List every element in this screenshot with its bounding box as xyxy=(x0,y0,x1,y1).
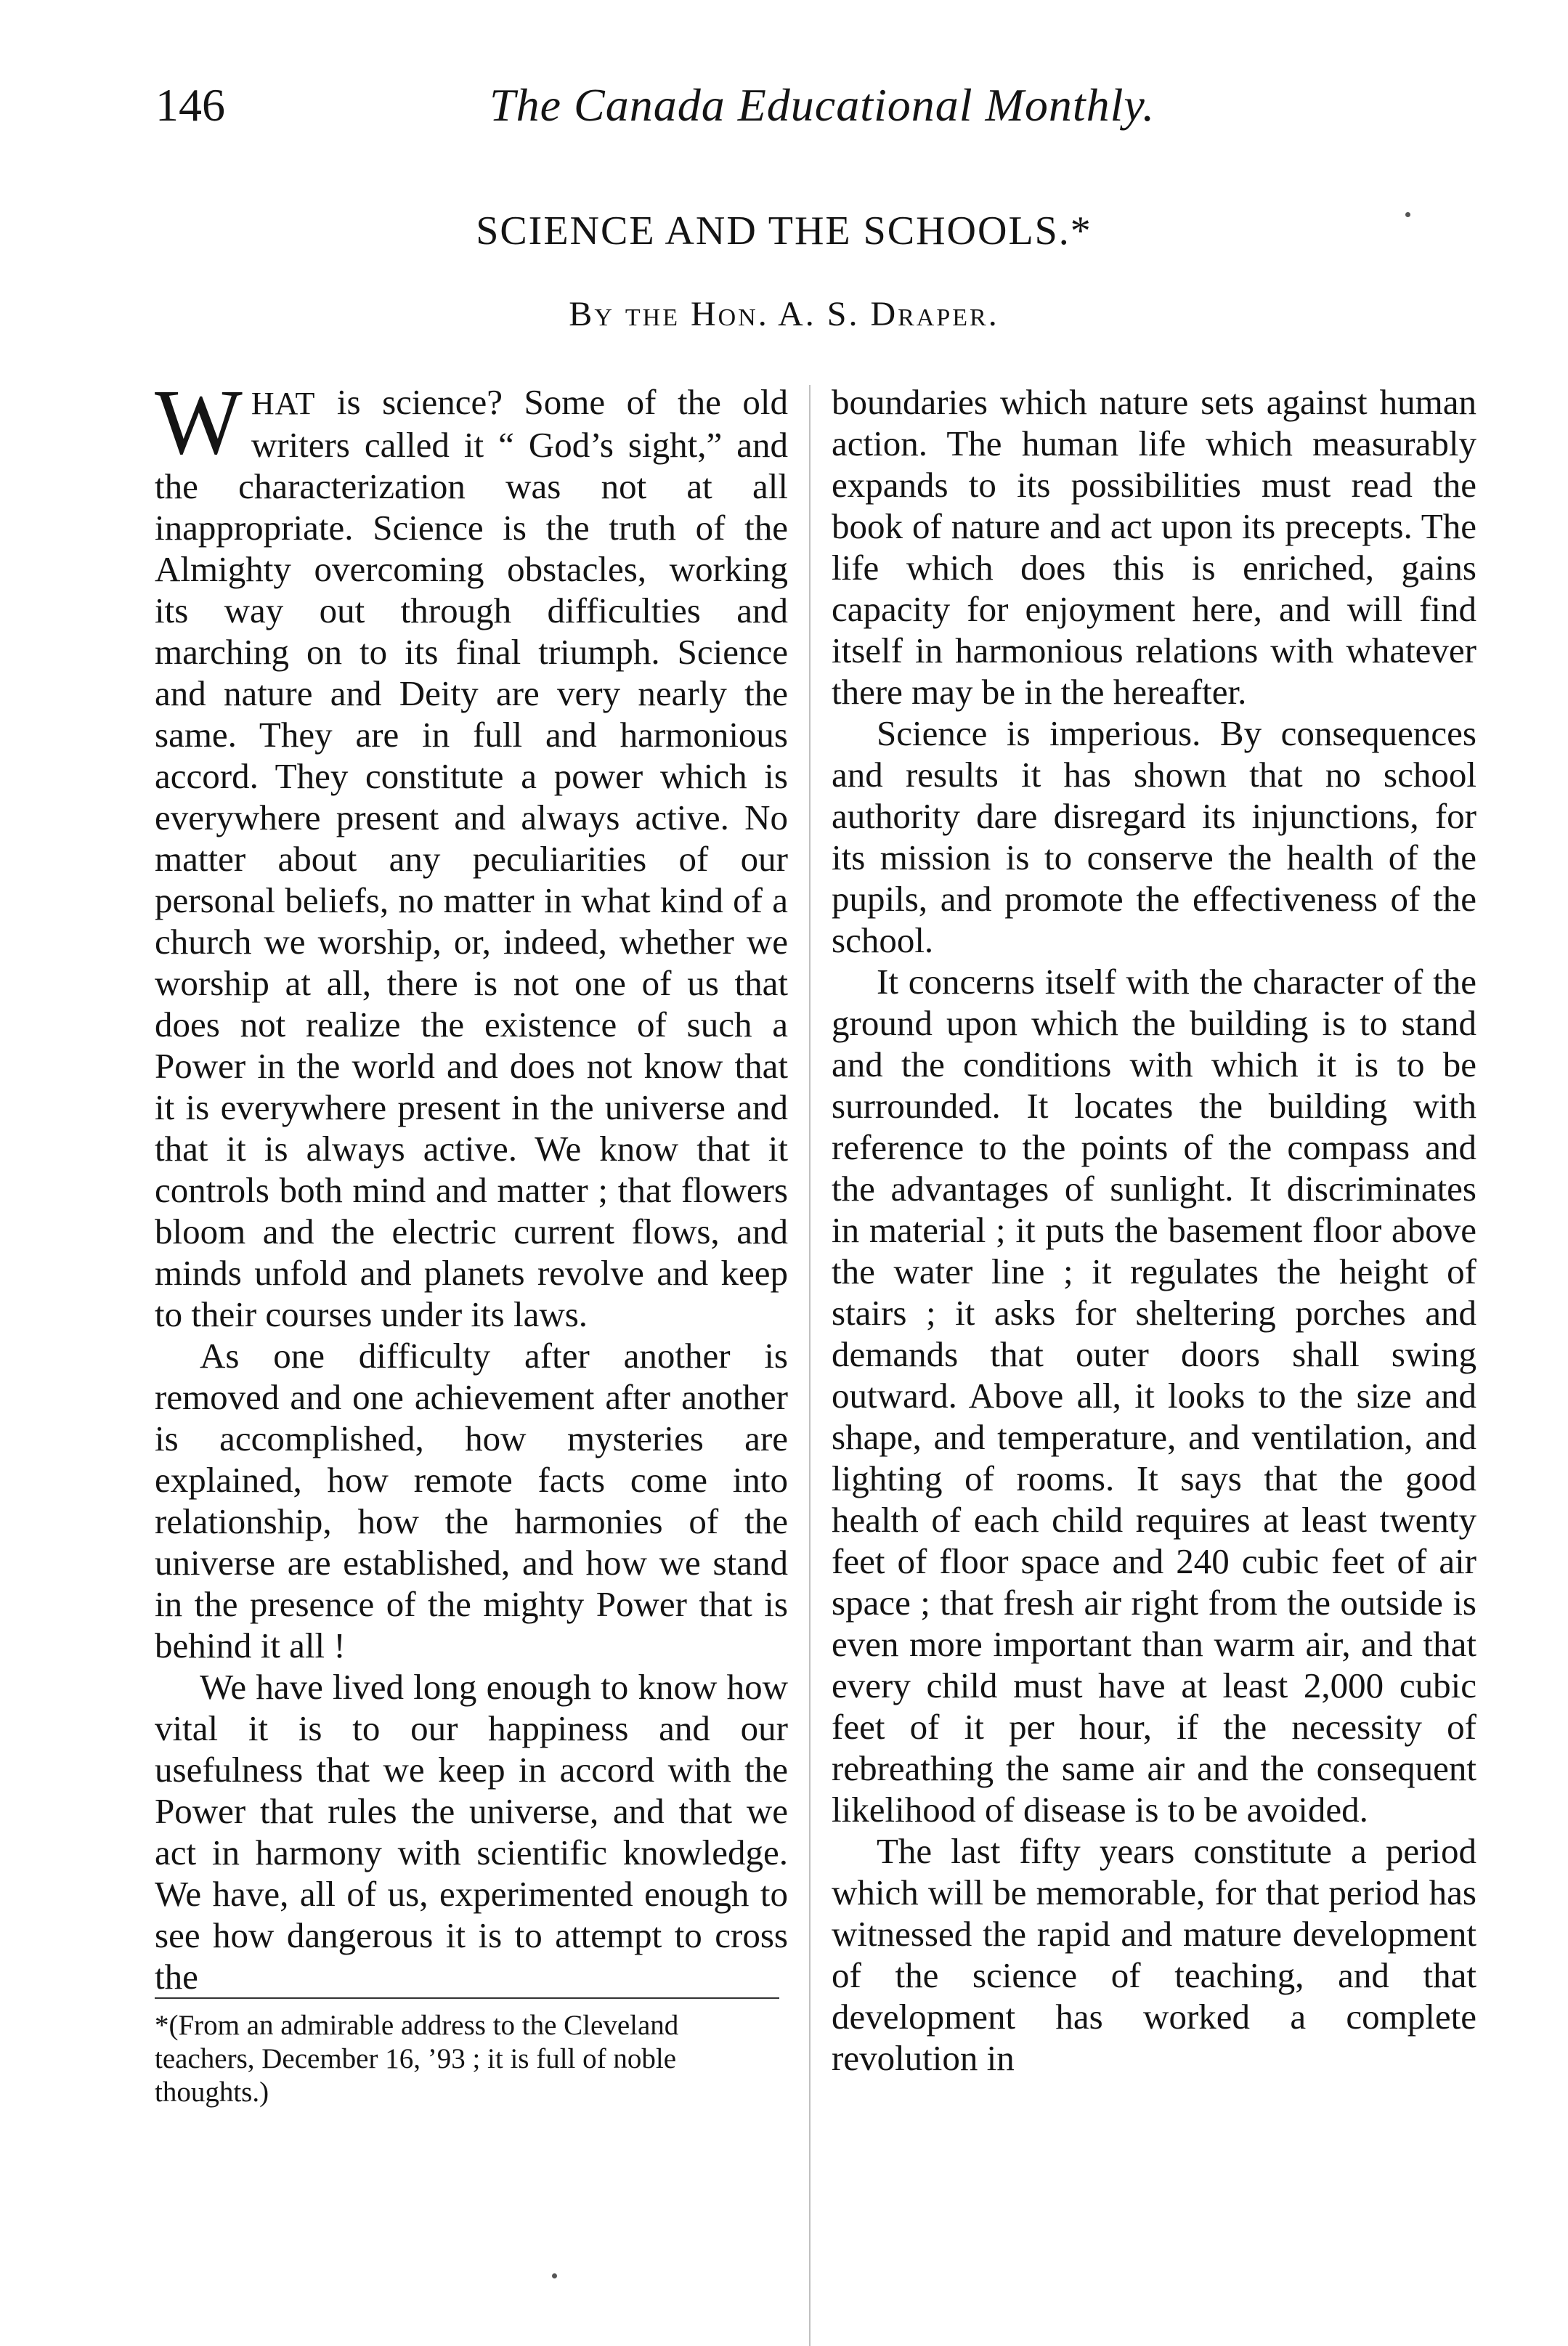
ink-speck xyxy=(552,2273,557,2278)
footnote: *(From an admirable address to the Cleveland teachers, December 16, ’93 ; it is full of noble thoughts.) xyxy=(155,1997,779,2109)
running-head xyxy=(155,73,1376,138)
paragraph-2: As one difficulty after another is removed and one achievement after another is accomplished, how mysteries are explained, how remote facts come into relationship, how the harmonies of the universe are established, and how we stand in the presence of the mighty Power that is behind it all ! xyxy=(155,1336,788,1665)
paragraph-5: Science is imperious. By consequences and results it has shown that no school authority dare disregard its injunctions, for its mission is to conserve the health of the pupils, and promote the effectiveness of the school. xyxy=(832,713,1476,960)
lead-in: HAT xyxy=(251,386,316,421)
right-column xyxy=(832,381,1476,2079)
page-number: 146 xyxy=(155,79,225,131)
ink-speck xyxy=(1405,212,1410,217)
paragraph-3: We have lived long enough to know how vital it is to our happiness and our usefulness that we keep in accord with the Power that rules the universe, and that we act in harmony with scientific knowledge. We have, all of us, experimented enough to see how dangerous it is to attempt to cross the xyxy=(155,1667,788,1997)
journal-title: The Canada Educational Monthly. xyxy=(490,79,1155,131)
paragraph-1 xyxy=(155,370,788,1335)
drop-cap: W xyxy=(155,370,243,474)
paragraph-4: boundaries which nature sets against human action. The human life which measurably expands to its possibilities must read the book of nature and act upon its precepts. The life which does this is enriched, gains capacity for enjoyment here, and will find itself in harmonious relations with whatever there may be in the hereafter. xyxy=(832,382,1476,712)
paragraph-1-text: is science? Some of the old writers called it “ God’s sight,” and the characterization was not at all inappropriate. Science is the truth of the Almighty overcoming obstacles, working its way out through difficulties and marching on to its final triumph. Science and nature and Deity are very nearly the same. They are in full and harmonious accord. They constitute a power which is everywhere present and always active. No matter about any peculiarities of our personal beliefs, no matter in what kind of a church we worship, or, indeed, whether we worship at all, there is not one of us that does not realize the existence of such a Power in the world and does not know that it is everywhere present in the universe and that it is always active. We know that it controls both mind and matter ; that flowers bloom and the electric current flows, and minds unfold and planets revolve and keep to their courses under its laws. xyxy=(155,382,788,1334)
paragraph-6: It concerns itself with the character of the ground upon which the building is to stand and the conditions with which it is to be surrounded. It locates the building with reference to the points of the compass and the advantages of sunlight. It discriminates in material ; it puts the basement floor above the water line ; it regulates the height of stairs ; it asks for sheltering porches and demands that outer doors shall swing outward. Above all, it looks to the size and shape, and temperature, and ventilation, and lighting of rooms. It says that the good health of each child requires at least twenty feet of floor space and 240 cubic feet of air space ; that fresh air right from the outside is even more important than warm air, and that every child must have at least 2,000 cubic feet of it per hour, if the necessity of rebreathing the same air and the consequent likelihood of disease is to be avoided. xyxy=(832,962,1476,1830)
article-title: SCIENCE AND THE SCHOOLS.* xyxy=(476,208,1092,253)
left-column xyxy=(155,370,788,2109)
paragraph-7: The last fifty years constitute a period which will be memorable, for that period has witnessed the rapid and mature development of the science of teaching, and that development has worked a complete revolution in xyxy=(832,1831,1476,2078)
column-divider xyxy=(809,385,811,2346)
byline: By the Hon. A. S. Draper. xyxy=(569,295,999,333)
